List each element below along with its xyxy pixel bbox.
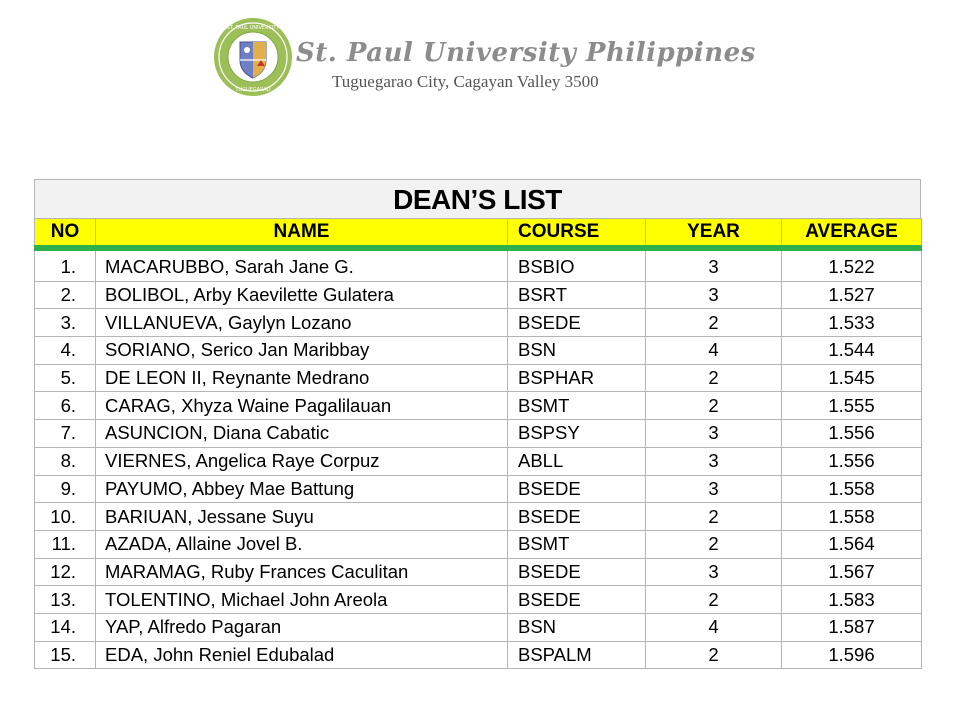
cell-year: 2 bbox=[646, 586, 782, 614]
cell-no: 2. bbox=[35, 281, 96, 309]
cell-name: YAP, Alfredo Pagaran bbox=[96, 613, 508, 641]
cell-no: 6. bbox=[35, 392, 96, 420]
cell-name: SORIANO, Serico Jan Maribbay bbox=[96, 337, 508, 365]
table-row bbox=[35, 558, 922, 586]
table-row bbox=[35, 586, 922, 614]
university-name: St. Paul University Philippines bbox=[296, 38, 756, 68]
table-row bbox=[35, 248, 922, 281]
table-row bbox=[35, 530, 922, 558]
cell-name: CARAG, Xhyza Waine Pagalilauan bbox=[96, 392, 508, 420]
cell-name: AZADA, Allaine Jovel B. bbox=[96, 530, 508, 558]
cell-year: 3 bbox=[646, 281, 782, 309]
cell-year: 2 bbox=[646, 309, 782, 337]
cell-name: MACARUBBO, Sarah Jane G. bbox=[96, 248, 508, 281]
cell-average: 1.587 bbox=[782, 613, 922, 641]
svg-text:TUGUEGARAO: TUGUEGARAO bbox=[235, 87, 271, 93]
cell-course: BSMT bbox=[508, 530, 646, 558]
table-row bbox=[35, 475, 922, 503]
cell-average: 1.522 bbox=[782, 248, 922, 281]
cell-year: 2 bbox=[646, 392, 782, 420]
table-row bbox=[35, 613, 922, 641]
column-header-course: COURSE bbox=[508, 219, 646, 249]
cell-year: 2 bbox=[646, 364, 782, 392]
cell-average: 1.583 bbox=[782, 586, 922, 614]
cell-no: 5. bbox=[35, 364, 96, 392]
letterhead bbox=[212, 16, 756, 100]
table-row bbox=[35, 364, 922, 392]
cell-year: 2 bbox=[646, 530, 782, 558]
table-row bbox=[35, 503, 922, 531]
list-title: DEAN’S LIST bbox=[34, 179, 921, 218]
university-address: Tuguegarao City, Cagayan Valley 3500 bbox=[332, 72, 599, 91]
cell-average: 1.527 bbox=[782, 281, 922, 309]
cell-course: ABLL bbox=[508, 447, 646, 475]
cell-course: BSEDE bbox=[508, 586, 646, 614]
cell-average: 1.545 bbox=[782, 364, 922, 392]
cell-course: BSN bbox=[508, 613, 646, 641]
cell-average: 1.596 bbox=[782, 641, 922, 669]
cell-no: 3. bbox=[35, 309, 96, 337]
cell-no: 14. bbox=[35, 613, 96, 641]
cell-name: EDA, John Reniel Edubalad bbox=[96, 641, 508, 669]
cell-name: BOLIBOL, Arby Kaevilette Gulatera bbox=[96, 281, 508, 309]
cell-name: VILLANUEVA, Gaylyn Lozano bbox=[96, 309, 508, 337]
cell-average: 1.558 bbox=[782, 503, 922, 531]
cell-year: 3 bbox=[646, 558, 782, 586]
cell-name: MARAMAG, Ruby Frances Caculitan bbox=[96, 558, 508, 586]
cell-name: PAYUMO, Abbey Mae Battung bbox=[96, 475, 508, 503]
cell-course: BSMT bbox=[508, 392, 646, 420]
column-header-average: AVERAGE bbox=[782, 219, 922, 249]
cell-average: 1.564 bbox=[782, 530, 922, 558]
cell-year: 4 bbox=[646, 613, 782, 641]
cell-course: BSRT bbox=[508, 281, 646, 309]
deans-list bbox=[34, 179, 921, 669]
cell-no: 9. bbox=[35, 475, 96, 503]
cell-name: BARIUAN, Jessane Suyu bbox=[96, 503, 508, 531]
cell-no: 15. bbox=[35, 641, 96, 669]
cell-course: BSEDE bbox=[508, 475, 646, 503]
table-header-row bbox=[35, 219, 922, 249]
cell-year: 3 bbox=[646, 475, 782, 503]
cell-name: ASUNCION, Diana Cabatic bbox=[96, 420, 508, 448]
table-row bbox=[35, 281, 922, 309]
column-header-no: NO bbox=[35, 219, 96, 249]
cell-course: BSPSY bbox=[508, 420, 646, 448]
cell-course: BSBIO bbox=[508, 248, 646, 281]
table-row bbox=[35, 392, 922, 420]
cell-year: 2 bbox=[646, 641, 782, 669]
cell-average: 1.556 bbox=[782, 447, 922, 475]
table-row bbox=[35, 641, 922, 669]
cell-name: DE LEON II, Reynante Medrano bbox=[96, 364, 508, 392]
svg-text:ST. PAUL UNIVERSITY: ST. PAUL UNIVERSITY bbox=[226, 25, 280, 31]
cell-year: 3 bbox=[646, 420, 782, 448]
cell-no: 13. bbox=[35, 586, 96, 614]
cell-no: 4. bbox=[35, 337, 96, 365]
university-seal-icon bbox=[212, 16, 294, 98]
cell-course: BSEDE bbox=[508, 309, 646, 337]
cell-course: BSEDE bbox=[508, 558, 646, 586]
table-row bbox=[35, 420, 922, 448]
cell-no: 8. bbox=[35, 447, 96, 475]
cell-course: BSPHAR bbox=[508, 364, 646, 392]
cell-average: 1.558 bbox=[782, 475, 922, 503]
cell-no: 12. bbox=[35, 558, 96, 586]
cell-year: 4 bbox=[646, 337, 782, 365]
cell-year: 2 bbox=[646, 503, 782, 531]
cell-year: 3 bbox=[646, 447, 782, 475]
cell-name: TOLENTINO, Michael John Areola bbox=[96, 586, 508, 614]
cell-no: 10. bbox=[35, 503, 96, 531]
cell-course: BSPALM bbox=[508, 641, 646, 669]
table-row bbox=[35, 337, 922, 365]
cell-no: 7. bbox=[35, 420, 96, 448]
cell-no: 1. bbox=[35, 248, 96, 281]
cell-course: BSEDE bbox=[508, 503, 646, 531]
column-header-year: YEAR bbox=[646, 219, 782, 249]
cell-no: 11. bbox=[35, 530, 96, 558]
cell-average: 1.533 bbox=[782, 309, 922, 337]
cell-name: VIERNES, Angelica Raye Corpuz bbox=[96, 447, 508, 475]
cell-course: BSN bbox=[508, 337, 646, 365]
deans-list-table bbox=[34, 218, 922, 669]
table-row bbox=[35, 447, 922, 475]
table-row bbox=[35, 309, 922, 337]
cell-average: 1.556 bbox=[782, 420, 922, 448]
column-header-name: NAME bbox=[96, 219, 508, 249]
cell-average: 1.567 bbox=[782, 558, 922, 586]
cell-year: 3 bbox=[646, 248, 782, 281]
cell-average: 1.555 bbox=[782, 392, 922, 420]
cell-average: 1.544 bbox=[782, 337, 922, 365]
